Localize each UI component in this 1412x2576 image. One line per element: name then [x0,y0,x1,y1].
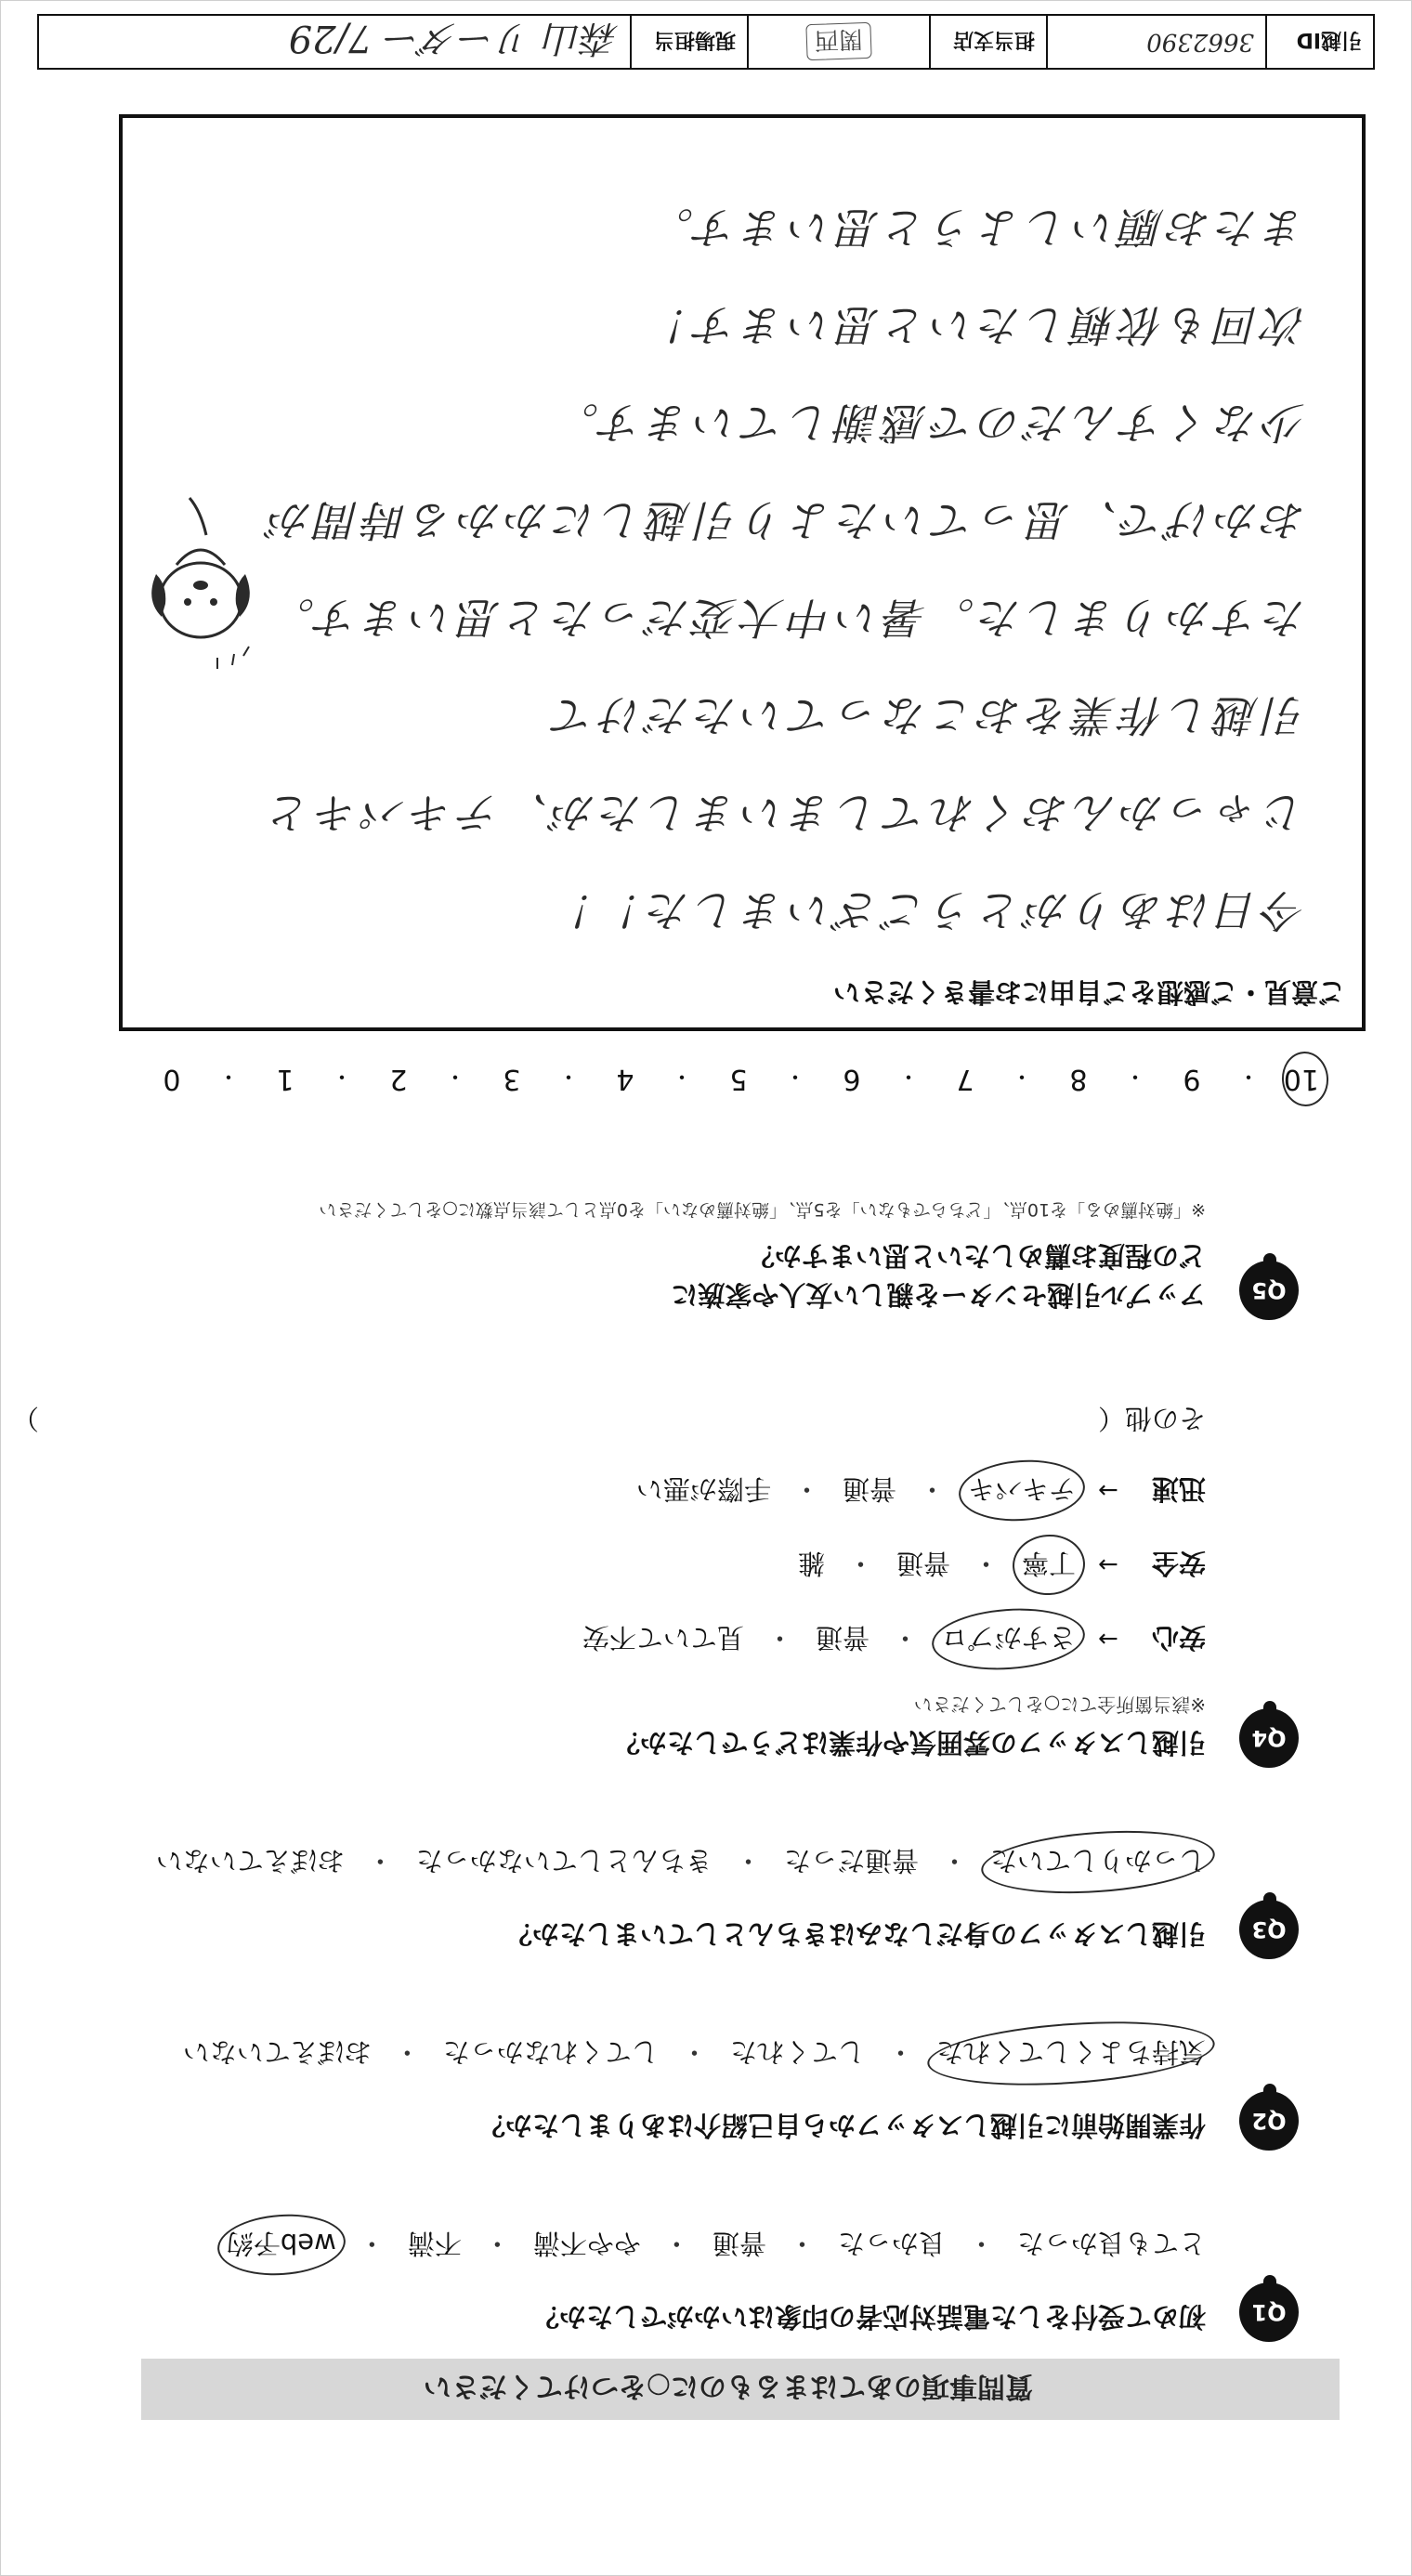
q4-note: ※該当箇所全てに○をしてください [913,1693,1206,1716]
q4-row2-label: 安全 [1151,1548,1206,1579]
q5-text-line2: どの程度お薦めしたいと思いますか？ [747,1240,1206,1272]
dog-doodle-icon [141,489,262,674]
q4-row1-option-3[interactable]: 見ていて不安 [582,1622,744,1654]
q4-row-anshin: 安心 → さすがプロ ・ 普通 ・ 見ていて不安 [582,1620,1206,1658]
q4-row-anzen: 安全 → 丁寧 ・ 普通 ・ 雑 [798,1546,1206,1584]
scale-6[interactable]: 6 [843,1063,861,1095]
q4-row3-option-3[interactable]: 手際が悪い [635,1473,771,1505]
q4-text: 引越しスタッフの雰囲気や作業はどうでしたか？ [612,1727,1206,1759]
q1-option-1[interactable]: とても良かった [1016,2228,1206,2259]
q2-option-3[interactable]: してくれなかった [442,2036,659,2068]
q4-badge: Q4 [1239,1708,1299,1768]
arrow-right-icon: → [1098,1476,1118,1505]
footer-leader-label: 現場担当 [630,16,747,68]
footer-leader-value: 森山 リーダー 7/29 [288,17,619,60]
comment-title: ご意見・ご感想をご自由にお書きください [832,976,1345,1008]
q4-row3-label: 迅速 [1151,1473,1206,1505]
q2-options: 気持ちよくしてくれた ・ してくれた ・ してくれなかった ・ おぼえていない [183,2034,1206,2073]
scale-4[interactable]: 4 [616,1063,634,1095]
q1-option-3[interactable]: 普通 [712,2228,766,2259]
q4-row1-option-1-selected[interactable]: さすがプロ [941,1620,1076,1658]
scale-5[interactable]: 5 [729,1063,748,1095]
scale-1[interactable]: 1 [276,1063,294,1095]
q1-option-4[interactable]: やや不満 [532,2228,641,2259]
q4-other-open-paren: （ [1097,1403,1125,1434]
q5-text-line1: アップル引越センターを親しい友人や家族に [671,1279,1206,1311]
comment-line-5: おかげで、思っていたより引越しにかかる時間が [264,495,1306,545]
q4-other-close-paren: ） [11,1403,39,1434]
scale-7[interactable]: 7 [956,1063,974,1095]
footer-id-label: 引越ID [1265,16,1373,68]
comment-box[interactable] [119,114,1366,1031]
q2-badge: Q2 [1239,2091,1299,2151]
q5-badge: Q5 [1239,1261,1299,1320]
q3-badge: Q3 [1239,1900,1299,1959]
scale-8[interactable]: 8 [1069,1063,1088,1095]
q3-text: 引越しスタッフの身だしなみはきちんとしていましたか？ [504,1918,1206,1950]
q4-row-jinsoku: 迅速 → テキパキ ・ 普通 ・ 手際が悪い [636,1471,1206,1510]
q4-row1-label: 安心 [1151,1622,1206,1654]
comment-line-3: 引越し作業をおこなっていただけて [548,690,1306,740]
q2-option-2[interactable]: してくれた [729,2036,865,2068]
q1-options: とても良かった ・ 良かった ・ 普通 ・ やや不満 ・ 不満 ・ web予約 [227,2226,1206,2264]
comment-line-7: 次回も依頼したいと思います！ [643,300,1306,350]
q2-text: 作業開始前に引越しスタッフから自己紹介はありましたか？ [477,2110,1206,2141]
footer-branch-stamp [747,16,929,68]
staff-footer [37,14,1375,70]
scale-0[interactable]: 0 [163,1063,181,1095]
footer-id-value: 3662390 [1046,16,1265,68]
arrow-right-icon: → [1098,1550,1118,1579]
q2-option-4[interactable]: おぼえていない [182,2036,372,2068]
q1-badge: Q1 [1239,2282,1299,2342]
q1-option-2[interactable]: 良かった [837,2228,946,2259]
recommendation-scale: 10 ・ 9 ・ 8 ・ 7 ・ 6 ・ 5 ・ 4 ・ 3 ・ 2 ・ 1 ・ 0 [158,1063,1319,1095]
q4-row2-option-2[interactable]: 普通 [896,1548,950,1579]
scale-3[interactable]: 3 [503,1063,521,1095]
q3-option-2[interactable]: 普通だった [783,1845,919,1876]
q1-option-6-selected[interactable]: web予約 [227,2226,336,2264]
q2-option-1-selected[interactable]: 気持ちよくしてくれた [936,2034,1206,2073]
q4-row2-option-3[interactable]: 雑 [797,1548,825,1579]
q1-text: 初めて受付をした電話対応者の印象はいかがでしたか？ [531,2301,1206,2333]
instruction-header [141,2359,1340,2420]
scale-10-selected[interactable]: 10 [1283,1063,1319,1095]
q4-row1-option-2[interactable]: 普通 [815,1622,869,1654]
comment-line-2: じゃっかんおくれてしまいましたが、テキパキと [264,788,1306,838]
q4-row3-option-2[interactable]: 普通 [842,1473,896,1505]
q4-other-label: その他 [1124,1403,1206,1434]
comment-line-8: またお願いしようと思います。 [646,203,1306,253]
q5-note: ※「絶対薦める」を10点、「どちらでもない」を5点、「絶対薦めない」を0点として該当点数に○をしてください [319,1199,1206,1220]
comment-line-4: たすかりました。暑い中大変だったと思います。 [267,593,1306,643]
q3-option-4[interactable]: おぼえていない [155,1845,345,1876]
q1-option-5[interactable]: 不満 [407,2228,462,2259]
q4-row2-option-1-selected[interactable]: 丁寧 [1022,1546,1076,1584]
q3-options: しっかりしていた ・ 普通だった ・ きちんとしていなかった ・ おぼえていない [156,1843,1206,1881]
q4-row3-option-1-selected[interactable]: テキパキ [968,1471,1076,1510]
q3-option-3[interactable]: きちんとしていなかった [415,1845,713,1876]
footer-branch-label: 担当支店 [929,16,1046,68]
comment-line-1: 今日はありがとうございました！！ [548,885,1306,935]
comment-line-6: 少なくすんだので感謝しています。 [551,398,1306,448]
scale-9[interactable]: 9 [1183,1063,1201,1095]
arrow-right-icon: → [1098,1625,1118,1654]
scale-2[interactable]: 2 [389,1063,408,1095]
q4-other-row [12,1401,1206,1439]
branch-stamp: 関西 [805,22,871,60]
instruction-text: 質問事項のあてはまるものに○をつけてください [423,2370,1033,2402]
q3-option-1-selected[interactable]: しっかりしていた [990,1843,1206,1881]
